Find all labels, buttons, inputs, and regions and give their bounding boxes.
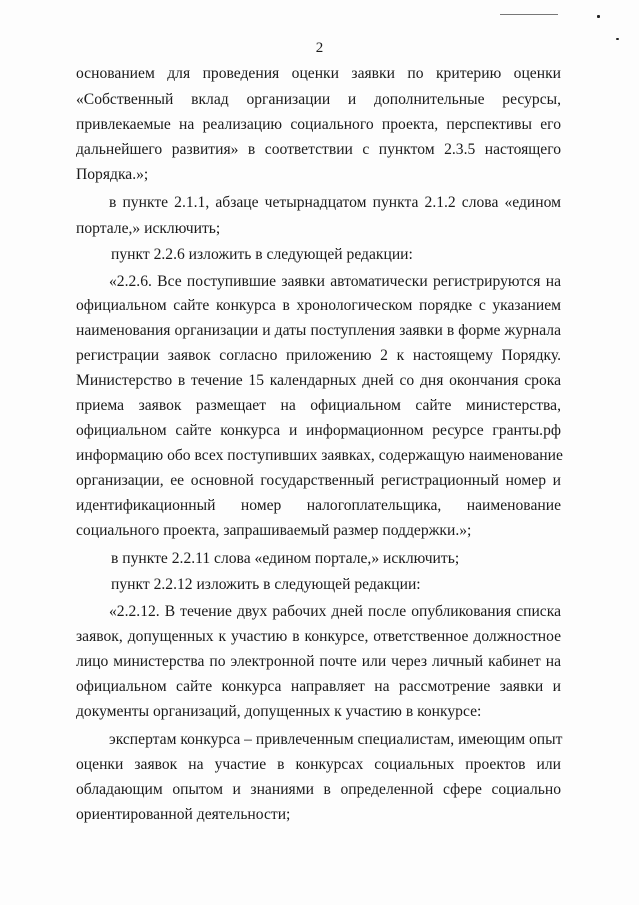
text-line: приема заявок размещает на официальном сайте министерства, <box>76 397 561 414</box>
text-line: портале,» исключить; <box>76 220 221 237</box>
text-line: официальном сайте конкурса в хронологическом порядке с указанием <box>76 297 561 314</box>
scan-speck <box>597 15 600 18</box>
text-line: Министерство в течение 15 календарных дней со дня окончания срока <box>76 372 561 389</box>
text-line: обладающим опытом и знаниями в определенной сфере социально <box>76 781 561 798</box>
text-line: пункт 2.2.6 изложить в следующей редакции: <box>111 246 413 263</box>
scan-edge-line <box>500 14 558 15</box>
text-line: официальном сайте конкурса направляет на рассмотрение заявки и <box>76 678 561 695</box>
text-line: основанием для проведения оценки заявки по критерию оценки <box>76 65 561 82</box>
text-line: социального проекта, запрашиваемый размер поддержки.»; <box>76 522 472 539</box>
text-line: пункт 2.2.12 изложить в следующей редакции: <box>111 576 421 593</box>
text-line: заявок, допущенных к участию в конкурсе, ответственное должностное <box>76 628 561 645</box>
text-line: «Собственный вклад организации и дополнительные ресурсы, <box>76 91 561 108</box>
page-number: 2 <box>315 40 324 56</box>
text-line: привлекаемые на реализацию социального проекта, перспективы его <box>76 116 561 133</box>
text-line: «2.2.12. В течение двух рабочих дней после опубликования списка <box>109 603 561 620</box>
text-line: ориентированной деятельности; <box>76 806 291 823</box>
text-line: информацию обо всех поступивших заявках, содержащую наименование <box>76 447 563 464</box>
text-line: экспертам конкурса – привлеченным специалистам, имеющим опыт <box>109 731 563 748</box>
text-line: лицо министерства по электронной почте или через личный кабинет на <box>76 653 561 670</box>
text-line: в пункте 2.2.11 слова «едином портале,» исключить; <box>111 550 460 567</box>
text-line: документы организаций, допущенных к участию в конкурсе: <box>76 703 482 720</box>
text-line: дальнейшего развития» в соответствии с пунктом 2.3.5 настоящего <box>76 141 561 158</box>
text-line: в пункте 2.1.1, абзаце четырнадцатом пункта 2.1.2 слова «едином <box>109 194 561 211</box>
text-line: оценки заявок на участие в конкурсах социальных проектов или <box>76 756 561 773</box>
text-line: наименования организации и даты поступления заявки в форме журнала <box>76 322 561 339</box>
text-line: официальном сайте конкурса и информационном ресурсе гранты.рф <box>76 422 561 439</box>
text-line: Порядка.»; <box>76 166 149 183</box>
text-line: идентификационный номер налогоплательщика, наименование <box>76 497 561 514</box>
text-line: регистрации заявок согласно приложению 2 к настоящему Порядку. <box>76 347 561 364</box>
text-line: «2.2.6. Все поступившие заявки автоматически регистрируются на <box>109 273 561 290</box>
text-line: организации, ее основной государственный регистрационный номер и <box>76 472 561 489</box>
